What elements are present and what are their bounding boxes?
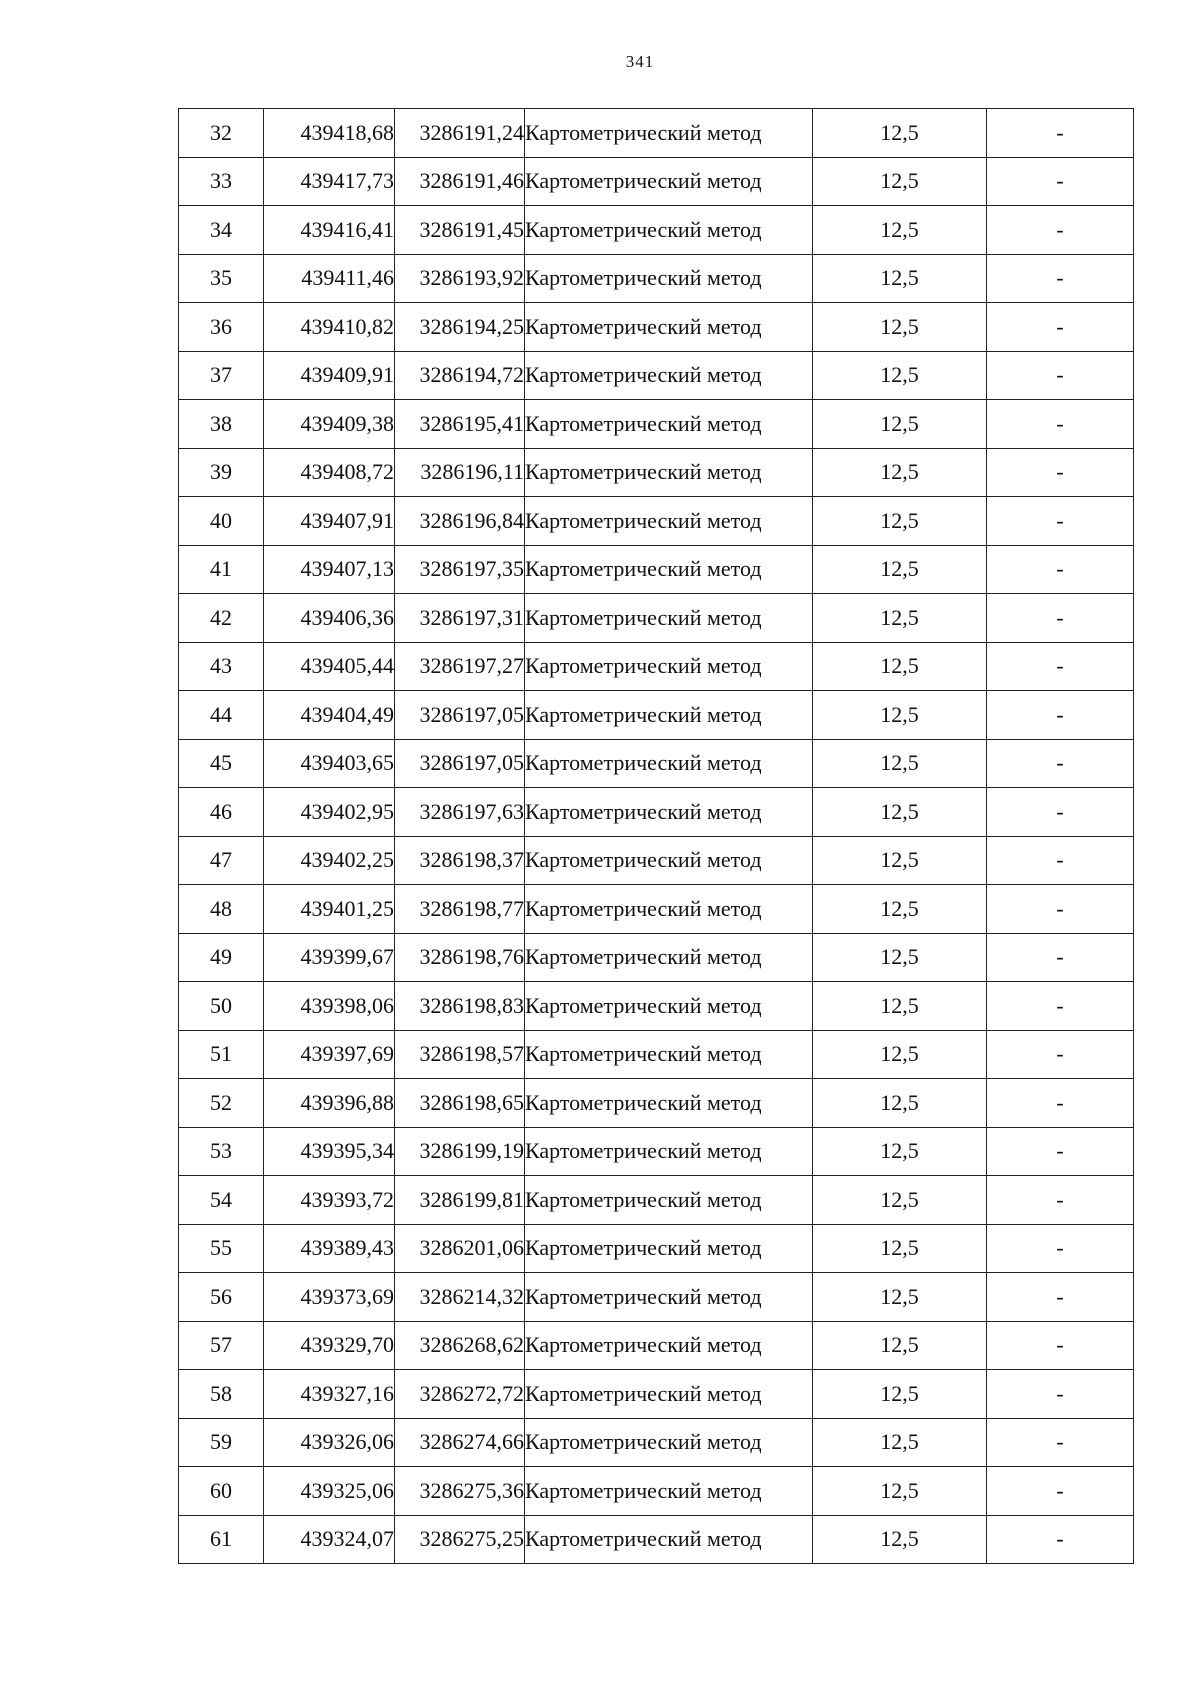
point-number-cell: 60 bbox=[179, 1467, 264, 1516]
point-number-cell: 53 bbox=[179, 1127, 264, 1176]
method-cell: Картометрический метод bbox=[525, 1079, 813, 1128]
accuracy-cell: 12,5 bbox=[813, 885, 987, 934]
extra-cell: - bbox=[987, 1370, 1134, 1419]
extra-cell: - bbox=[987, 400, 1134, 449]
coordinates-table bbox=[178, 108, 1134, 1564]
method-cell: Картометрический метод bbox=[525, 982, 813, 1031]
point-number-cell: 42 bbox=[179, 594, 264, 643]
x-coordinate-cell: 439409,38 bbox=[264, 400, 395, 449]
accuracy-cell: 12,5 bbox=[813, 400, 987, 449]
point-number-cell: 46 bbox=[179, 788, 264, 837]
y-coordinate-cell: 3286196,11 bbox=[395, 448, 525, 497]
y-coordinate-cell: 3286197,35 bbox=[395, 545, 525, 594]
extra-cell: - bbox=[987, 1321, 1134, 1370]
extra-cell: - bbox=[987, 448, 1134, 497]
point-number-cell: 39 bbox=[179, 448, 264, 497]
method-cell: Картометрический метод bbox=[525, 1321, 813, 1370]
method-cell: Картометрический метод bbox=[525, 157, 813, 206]
y-coordinate-cell: 3286197,27 bbox=[395, 642, 525, 691]
table-row bbox=[179, 206, 1134, 255]
point-number-cell: 36 bbox=[179, 303, 264, 352]
point-number-cell: 58 bbox=[179, 1370, 264, 1419]
point-number-cell: 52 bbox=[179, 1079, 264, 1128]
accuracy-cell: 12,5 bbox=[813, 1127, 987, 1176]
accuracy-cell: 12,5 bbox=[813, 1370, 987, 1419]
y-coordinate-cell: 3286191,46 bbox=[395, 157, 525, 206]
y-coordinate-cell: 3286194,72 bbox=[395, 351, 525, 400]
table-row bbox=[179, 400, 1134, 449]
extra-cell: - bbox=[987, 885, 1134, 934]
method-cell: Картометрический метод bbox=[525, 836, 813, 885]
extra-cell: - bbox=[987, 1418, 1134, 1467]
x-coordinate-cell: 439389,43 bbox=[264, 1224, 395, 1273]
table-row bbox=[179, 982, 1134, 1031]
accuracy-cell: 12,5 bbox=[813, 691, 987, 740]
accuracy-cell: 12,5 bbox=[813, 836, 987, 885]
accuracy-cell: 12,5 bbox=[813, 545, 987, 594]
point-number-cell: 41 bbox=[179, 545, 264, 594]
table-row bbox=[179, 1030, 1134, 1079]
method-cell: Картометрический метод bbox=[525, 1515, 813, 1564]
extra-cell: - bbox=[987, 254, 1134, 303]
y-coordinate-cell: 3286268,62 bbox=[395, 1321, 525, 1370]
accuracy-cell: 12,5 bbox=[813, 1079, 987, 1128]
y-coordinate-cell: 3286193,92 bbox=[395, 254, 525, 303]
method-cell: Картометрический метод bbox=[525, 1127, 813, 1176]
table-row bbox=[179, 448, 1134, 497]
x-coordinate-cell: 439404,49 bbox=[264, 691, 395, 740]
y-coordinate-cell: 3286197,05 bbox=[395, 691, 525, 740]
y-coordinate-cell: 3286198,65 bbox=[395, 1079, 525, 1128]
method-cell: Картометрический метод bbox=[525, 933, 813, 982]
point-number-cell: 61 bbox=[179, 1515, 264, 1564]
x-coordinate-cell: 439405,44 bbox=[264, 642, 395, 691]
table-row bbox=[179, 1467, 1134, 1516]
x-coordinate-cell: 439325,06 bbox=[264, 1467, 395, 1516]
accuracy-cell: 12,5 bbox=[813, 1273, 987, 1322]
point-number-cell: 44 bbox=[179, 691, 264, 740]
table-row bbox=[179, 157, 1134, 206]
accuracy-cell: 12,5 bbox=[813, 206, 987, 255]
extra-cell: - bbox=[987, 157, 1134, 206]
point-number-cell: 34 bbox=[179, 206, 264, 255]
accuracy-cell: 12,5 bbox=[813, 351, 987, 400]
x-coordinate-cell: 439417,73 bbox=[264, 157, 395, 206]
point-number-cell: 54 bbox=[179, 1176, 264, 1225]
x-coordinate-cell: 439396,88 bbox=[264, 1079, 395, 1128]
x-coordinate-cell: 439406,36 bbox=[264, 594, 395, 643]
point-number-cell: 38 bbox=[179, 400, 264, 449]
table-row bbox=[179, 1418, 1134, 1467]
method-cell: Картометрический метод bbox=[525, 1467, 813, 1516]
point-number-cell: 40 bbox=[179, 497, 264, 546]
x-coordinate-cell: 439411,46 bbox=[264, 254, 395, 303]
y-coordinate-cell: 3286214,32 bbox=[395, 1273, 525, 1322]
method-cell: Картометрический метод bbox=[525, 885, 813, 934]
y-coordinate-cell: 3286197,05 bbox=[395, 739, 525, 788]
accuracy-cell: 12,5 bbox=[813, 157, 987, 206]
method-cell: Картометрический метод bbox=[525, 206, 813, 255]
accuracy-cell: 12,5 bbox=[813, 594, 987, 643]
accuracy-cell: 12,5 bbox=[813, 788, 987, 837]
extra-cell: - bbox=[987, 691, 1134, 740]
y-coordinate-cell: 3286275,36 bbox=[395, 1467, 525, 1516]
method-cell: Картометрический метод bbox=[525, 448, 813, 497]
point-number-cell: 37 bbox=[179, 351, 264, 400]
table-row bbox=[179, 788, 1134, 837]
table-row bbox=[179, 739, 1134, 788]
x-coordinate-cell: 439324,07 bbox=[264, 1515, 395, 1564]
point-number-cell: 45 bbox=[179, 739, 264, 788]
y-coordinate-cell: 3286274,66 bbox=[395, 1418, 525, 1467]
x-coordinate-cell: 439418,68 bbox=[264, 109, 395, 158]
accuracy-cell: 12,5 bbox=[813, 254, 987, 303]
table-row bbox=[179, 254, 1134, 303]
point-number-cell: 48 bbox=[179, 885, 264, 934]
extra-cell: - bbox=[987, 594, 1134, 643]
point-number-cell: 35 bbox=[179, 254, 264, 303]
extra-cell: - bbox=[987, 109, 1134, 158]
x-coordinate-cell: 439397,69 bbox=[264, 1030, 395, 1079]
extra-cell: - bbox=[987, 1224, 1134, 1273]
table-row bbox=[179, 351, 1134, 400]
extra-cell: - bbox=[987, 642, 1134, 691]
x-coordinate-cell: 439402,95 bbox=[264, 788, 395, 837]
extra-cell: - bbox=[987, 545, 1134, 594]
extra-cell: - bbox=[987, 739, 1134, 788]
y-coordinate-cell: 3286199,81 bbox=[395, 1176, 525, 1225]
y-coordinate-cell: 3286196,84 bbox=[395, 497, 525, 546]
accuracy-cell: 12,5 bbox=[813, 1515, 987, 1564]
method-cell: Картометрический метод bbox=[525, 642, 813, 691]
table-row bbox=[179, 1224, 1134, 1273]
accuracy-cell: 12,5 bbox=[813, 448, 987, 497]
table-row bbox=[179, 497, 1134, 546]
y-coordinate-cell: 3286275,25 bbox=[395, 1515, 525, 1564]
method-cell: Картометрический метод bbox=[525, 1370, 813, 1419]
y-coordinate-cell: 3286198,77 bbox=[395, 885, 525, 934]
accuracy-cell: 12,5 bbox=[813, 497, 987, 546]
page-number: 341 bbox=[625, 52, 655, 71]
extra-cell: - bbox=[987, 1127, 1134, 1176]
extra-cell: - bbox=[987, 836, 1134, 885]
point-number-cell: 56 bbox=[179, 1273, 264, 1322]
accuracy-cell: 12,5 bbox=[813, 1176, 987, 1225]
accuracy-cell: 12,5 bbox=[813, 642, 987, 691]
method-cell: Картометрический метод bbox=[525, 545, 813, 594]
y-coordinate-cell: 3286198,57 bbox=[395, 1030, 525, 1079]
accuracy-cell: 12,5 bbox=[813, 1030, 987, 1079]
method-cell: Картометрический метод bbox=[525, 788, 813, 837]
table-row bbox=[179, 1321, 1134, 1370]
table-row bbox=[179, 109, 1134, 158]
point-number-cell: 57 bbox=[179, 1321, 264, 1370]
y-coordinate-cell: 3286197,63 bbox=[395, 788, 525, 837]
y-coordinate-cell: 3286191,24 bbox=[395, 109, 525, 158]
y-coordinate-cell: 3286272,72 bbox=[395, 1370, 525, 1419]
accuracy-cell: 12,5 bbox=[813, 1321, 987, 1370]
method-cell: Картометрический метод bbox=[525, 739, 813, 788]
point-number-cell: 50 bbox=[179, 982, 264, 1031]
x-coordinate-cell: 439399,67 bbox=[264, 933, 395, 982]
extra-cell: - bbox=[987, 982, 1134, 1031]
y-coordinate-cell: 3286191,45 bbox=[395, 206, 525, 255]
table-row bbox=[179, 545, 1134, 594]
point-number-cell: 33 bbox=[179, 157, 264, 206]
table-row bbox=[179, 836, 1134, 885]
x-coordinate-cell: 439398,06 bbox=[264, 982, 395, 1031]
table-row bbox=[179, 1176, 1134, 1225]
x-coordinate-cell: 439327,16 bbox=[264, 1370, 395, 1419]
point-number-cell: 43 bbox=[179, 642, 264, 691]
point-number-cell: 32 bbox=[179, 109, 264, 158]
table-row bbox=[179, 1370, 1134, 1419]
extra-cell: - bbox=[987, 933, 1134, 982]
method-cell: Картометрический метод bbox=[525, 109, 813, 158]
method-cell: Картометрический метод bbox=[525, 351, 813, 400]
x-coordinate-cell: 439410,82 bbox=[264, 303, 395, 352]
point-number-cell: 51 bbox=[179, 1030, 264, 1079]
extra-cell: - bbox=[987, 1079, 1134, 1128]
x-coordinate-cell: 439401,25 bbox=[264, 885, 395, 934]
accuracy-cell: 12,5 bbox=[813, 739, 987, 788]
x-coordinate-cell: 439407,13 bbox=[264, 545, 395, 594]
method-cell: Картометрический метод bbox=[525, 1030, 813, 1079]
point-number-cell: 59 bbox=[179, 1418, 264, 1467]
extra-cell: - bbox=[987, 1273, 1134, 1322]
x-coordinate-cell: 439395,34 bbox=[264, 1127, 395, 1176]
y-coordinate-cell: 3286201,06 bbox=[395, 1224, 525, 1273]
table-row bbox=[179, 303, 1134, 352]
y-coordinate-cell: 3286198,83 bbox=[395, 982, 525, 1031]
y-coordinate-cell: 3286195,41 bbox=[395, 400, 525, 449]
extra-cell: - bbox=[987, 303, 1134, 352]
extra-cell: - bbox=[987, 1176, 1134, 1225]
y-coordinate-cell: 3286194,25 bbox=[395, 303, 525, 352]
x-coordinate-cell: 439373,69 bbox=[264, 1273, 395, 1322]
accuracy-cell: 12,5 bbox=[813, 109, 987, 158]
accuracy-cell: 12,5 bbox=[813, 303, 987, 352]
x-coordinate-cell: 439416,41 bbox=[264, 206, 395, 255]
x-coordinate-cell: 439409,91 bbox=[264, 351, 395, 400]
method-cell: Картометрический метод bbox=[525, 594, 813, 643]
accuracy-cell: 12,5 bbox=[813, 982, 987, 1031]
y-coordinate-cell: 3286198,76 bbox=[395, 933, 525, 982]
extra-cell: - bbox=[987, 1515, 1134, 1564]
method-cell: Картометрический метод bbox=[525, 303, 813, 352]
y-coordinate-cell: 3286199,19 bbox=[395, 1127, 525, 1176]
x-coordinate-cell: 439393,72 bbox=[264, 1176, 395, 1225]
accuracy-cell: 12,5 bbox=[813, 933, 987, 982]
table-row bbox=[179, 1127, 1134, 1176]
method-cell: Картометрический метод bbox=[525, 497, 813, 546]
method-cell: Картометрический метод bbox=[525, 691, 813, 740]
extra-cell: - bbox=[987, 351, 1134, 400]
extra-cell: - bbox=[987, 206, 1134, 255]
x-coordinate-cell: 439326,06 bbox=[264, 1418, 395, 1467]
x-coordinate-cell: 439407,91 bbox=[264, 497, 395, 546]
x-coordinate-cell: 439402,25 bbox=[264, 836, 395, 885]
method-cell: Картометрический метод bbox=[525, 1176, 813, 1225]
method-cell: Картометрический метод bbox=[525, 400, 813, 449]
method-cell: Картометрический метод bbox=[525, 1224, 813, 1273]
x-coordinate-cell: 439329,70 bbox=[264, 1321, 395, 1370]
table-row bbox=[179, 1079, 1134, 1128]
table-row bbox=[179, 933, 1134, 982]
table-row bbox=[179, 594, 1134, 643]
point-number-cell: 55 bbox=[179, 1224, 264, 1273]
x-coordinate-cell: 439408,72 bbox=[264, 448, 395, 497]
accuracy-cell: 12,5 bbox=[813, 1418, 987, 1467]
table-row bbox=[179, 642, 1134, 691]
table-row bbox=[179, 885, 1134, 934]
y-coordinate-cell: 3286198,37 bbox=[395, 836, 525, 885]
point-number-cell: 47 bbox=[179, 836, 264, 885]
accuracy-cell: 12,5 bbox=[813, 1467, 987, 1516]
method-cell: Картометрический метод bbox=[525, 254, 813, 303]
method-cell: Картометрический метод bbox=[525, 1273, 813, 1322]
extra-cell: - bbox=[987, 1467, 1134, 1516]
coordinates-table-body bbox=[179, 109, 1134, 1564]
extra-cell: - bbox=[987, 1030, 1134, 1079]
method-cell: Картометрический метод bbox=[525, 1418, 813, 1467]
point-number-cell: 49 bbox=[179, 933, 264, 982]
extra-cell: - bbox=[987, 788, 1134, 837]
table-row bbox=[179, 1515, 1134, 1564]
accuracy-cell: 12,5 bbox=[813, 1224, 987, 1273]
y-coordinate-cell: 3286197,31 bbox=[395, 594, 525, 643]
extra-cell: - bbox=[987, 497, 1134, 546]
table-row bbox=[179, 691, 1134, 740]
x-coordinate-cell: 439403,65 bbox=[264, 739, 395, 788]
table-row bbox=[179, 1273, 1134, 1322]
